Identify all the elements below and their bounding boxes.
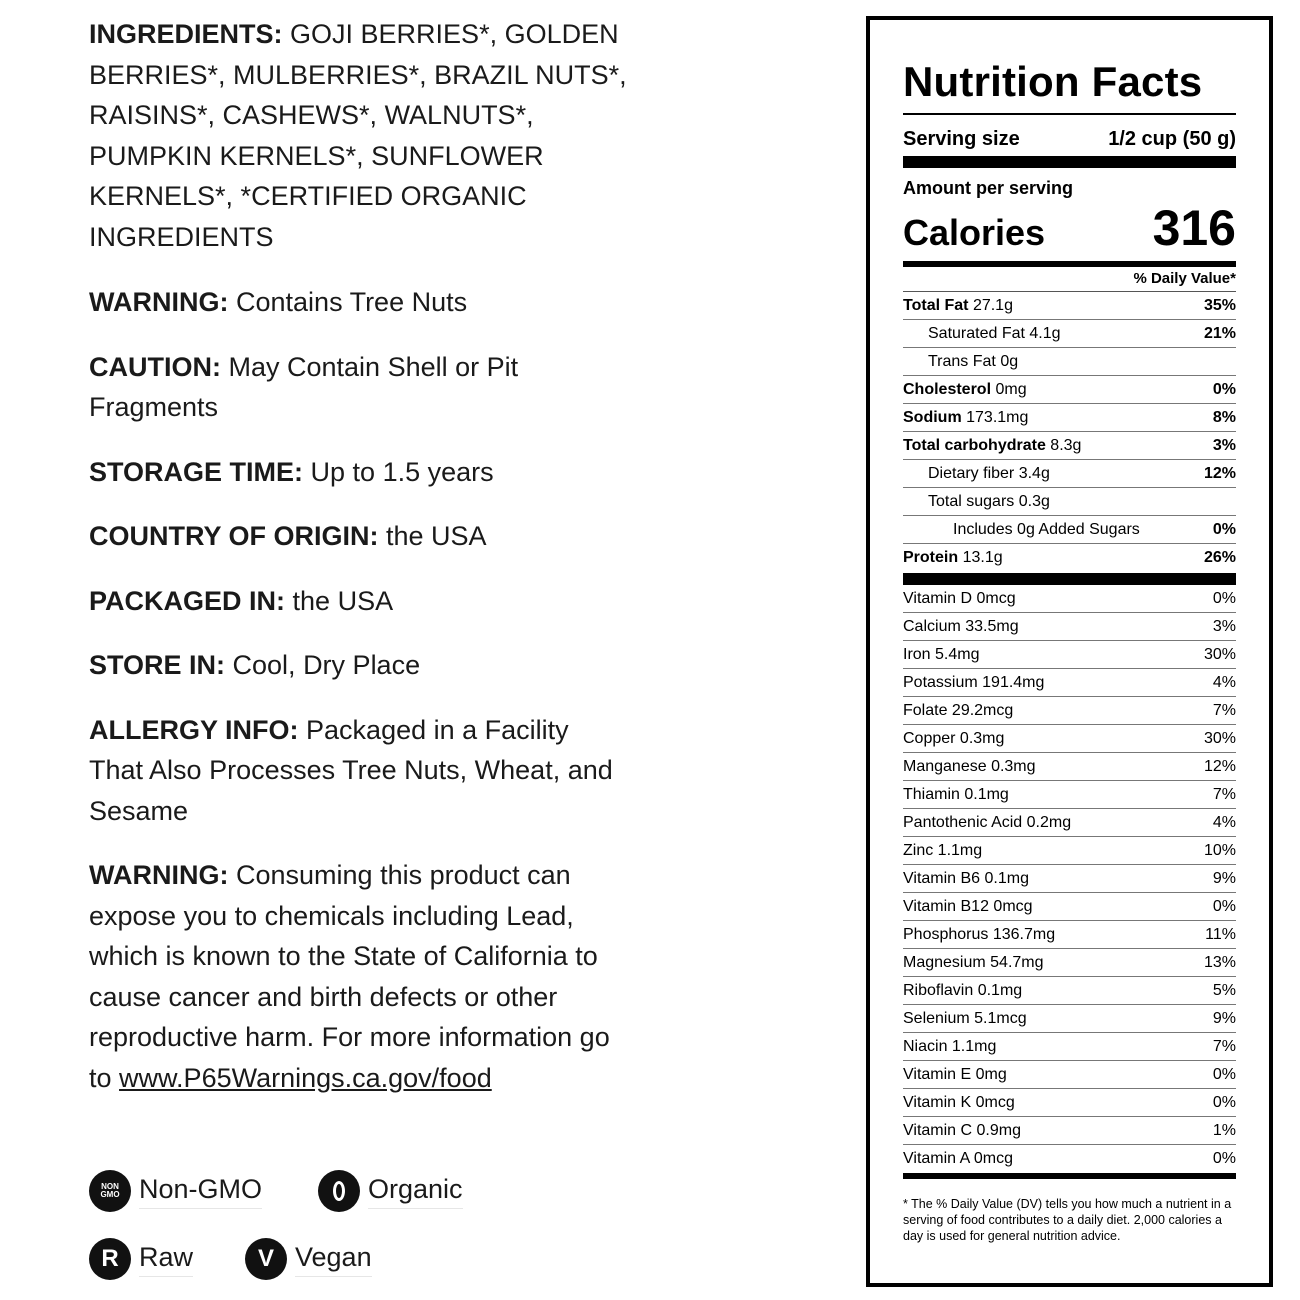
nutrient-amount: 4.1g <box>1029 325 1061 342</box>
vitamin-name: Iron 5.4mg <box>903 646 980 663</box>
organic-icon <box>318 1170 360 1212</box>
vitamin-name: Magnesium 54.7mg <box>903 954 1044 971</box>
organic-label: Organic <box>368 1174 463 1209</box>
vitamin-name: Vitamin B12 0mcg <box>903 898 1033 915</box>
divider <box>903 113 1236 115</box>
vitamin-daily-value: 7% <box>1212 702 1236 719</box>
nutrient-name <box>903 544 1003 572</box>
serving-size-row <box>903 126 1236 152</box>
vitamin-name: Niacin 1.1mg <box>903 1038 997 1055</box>
nutrition-facts-label <box>866 16 1273 1287</box>
vitamin-list <box>903 585 1236 1173</box>
vitamin-row <box>903 809 1236 837</box>
storage-time-label: STORAGE TIME: <box>89 456 304 487</box>
vitamin-daily-value: 0% <box>1212 1066 1236 1083</box>
vitamin-row <box>903 1117 1236 1145</box>
medium-divider <box>903 1173 1236 1179</box>
nutrient-daily-value: 3% <box>1212 437 1236 454</box>
nutrition-facts-title: Nutrition Facts <box>903 58 1203 105</box>
product-info <box>89 14 629 1122</box>
nutrient-daily-value: 8% <box>1212 409 1236 426</box>
calories-label: Calories <box>903 212 1046 253</box>
nutrient-name <box>928 460 1050 487</box>
vitamin-row <box>903 725 1236 753</box>
p65-warnings-link[interactable]: www.P65Warnings.ca.gov/food <box>119 1062 492 1093</box>
nutrient-amount: 0mg <box>995 381 1027 398</box>
prop65-text: Consuming this product can expose you to chemicals including Lead, which is known to the State of California to cause cancer and birth defects or other reproductive harm. For more information go to <box>89 860 610 1093</box>
caution-text: May Contain Shell or Pit Fragments <box>89 351 519 422</box>
nutrient-daily-value: 35% <box>1203 297 1236 314</box>
vitamin-name: Phosphorus 136.7mg <box>903 926 1056 943</box>
thick-divider <box>903 573 1236 585</box>
vitamin-row <box>903 1089 1236 1117</box>
nutrient-label: Saturated Fat <box>928 325 1025 342</box>
vitamin-row <box>903 865 1236 893</box>
vitamin-name: Pantothenic Acid 0.2mg <box>903 814 1072 831</box>
nutrient-daily-value: 12% <box>1203 465 1236 482</box>
ingredients <box>89 14 629 257</box>
raw-label: Raw <box>139 1242 193 1277</box>
non-gmo-icon <box>89 1170 131 1212</box>
nutrient-row <box>903 348 1236 376</box>
daily-value-header: % Daily Value* <box>903 267 1236 292</box>
vitamin-name: Manganese 0.3mg <box>903 758 1036 775</box>
vitamin-daily-value: 0% <box>1212 590 1236 607</box>
nutrient-row <box>903 376 1236 404</box>
vitamin-name: Riboflavin 0.1mg <box>903 982 1023 999</box>
serving-size-label: Serving size <box>903 128 1020 150</box>
caution-label: CAUTION: <box>89 351 221 382</box>
non-gmo-label: Non-GMO <box>139 1174 262 1209</box>
vitamin-daily-value: 1% <box>1212 1122 1236 1139</box>
vitamin-daily-value: 10% <box>1203 842 1236 859</box>
vitamin-daily-value: 0% <box>1212 1150 1236 1167</box>
vitamin-row <box>903 1061 1236 1089</box>
nutrient-row <box>903 432 1236 460</box>
vitamin-daily-value: 11% <box>1205 926 1236 943</box>
prop65-label: WARNING: <box>89 860 229 890</box>
vitamin-name: Vitamin A 0mcg <box>903 1150 1013 1167</box>
nutrient-name <box>903 404 1028 431</box>
vitamin-name: Vitamin B6 0.1mg <box>903 870 1029 887</box>
badge-raw <box>89 1236 193 1282</box>
origin-label: COUNTRY OF ORIGIN: <box>89 521 379 551</box>
vitamin-name: Calcium 33.5mg <box>903 618 1019 635</box>
nutrient-daily-value: 26% <box>1203 549 1236 566</box>
vitamin-daily-value: 7% <box>1212 786 1236 803</box>
thick-divider <box>903 156 1236 168</box>
vitamin-name: Folate 29.2mcg <box>903 702 1014 719</box>
vitamin-row <box>903 977 1236 1005</box>
warning-text: Contains Tree Nuts <box>236 287 468 317</box>
vitamin-daily-value: 0% <box>1212 1094 1236 1111</box>
packaged-in <box>89 581 629 622</box>
vitamin-daily-value: 3% <box>1212 618 1236 635</box>
store-text: Cool, Dry Place <box>232 650 421 680</box>
nutrient-amount: 0.3g <box>1018 493 1050 510</box>
storage-time <box>89 452 629 493</box>
nutrient-list <box>903 292 1236 572</box>
store-in <box>89 645 629 686</box>
nutrient-label: Trans Fat <box>928 353 996 370</box>
vitamin-daily-value: 13% <box>1203 954 1236 971</box>
vitamin-row <box>903 921 1236 949</box>
nutrient-name <box>928 320 1061 347</box>
vitamin-name: Zinc 1.1mg <box>903 842 983 859</box>
vitamin-name: Copper 0.3mg <box>903 730 1005 747</box>
vitamin-row <box>903 837 1236 865</box>
allergy-text: Packaged in a Facility That Also Processes Tree Nuts, Wheat, and Sesame <box>89 714 613 826</box>
nutrient-amount: 13.1g <box>962 549 1003 566</box>
allergy-label: ALLERGY INFO: <box>89 714 299 745</box>
vitamin-row <box>903 893 1236 921</box>
vitamin-name: Vitamin D 0mcg <box>903 590 1016 607</box>
vitamin-name: Potassium 191.4mg <box>903 674 1045 691</box>
vitamin-daily-value: 9% <box>1212 870 1236 887</box>
amount-per-serving: Amount per serving <box>903 178 1074 198</box>
nutrient-row <box>903 544 1236 572</box>
badge-non-gmo <box>89 1168 262 1214</box>
nutrient-amount: 173.1mg <box>966 409 1029 426</box>
raw-icon: R <box>89 1238 131 1280</box>
nutrient-name <box>903 292 1013 319</box>
nutrient-row <box>903 320 1236 348</box>
nutrient-name <box>928 348 1018 375</box>
nutrient-name <box>903 432 1081 459</box>
vitamin-row <box>903 613 1236 641</box>
vitamin-row <box>903 669 1236 697</box>
vitamin-name: Vitamin E 0mg <box>903 1066 1007 1083</box>
packaged-label: PACKAGED IN: <box>89 585 286 616</box>
nutrient-label: Sodium <box>903 409 962 426</box>
vitamin-name: Selenium 5.1mcg <box>903 1010 1027 1027</box>
nutrient-row <box>903 488 1236 516</box>
calories-row <box>903 199 1236 257</box>
nutrient-amount: 0g <box>1000 353 1019 370</box>
daily-value-footnote: * The % Daily Value (DV) tells you how much a nutrient in a serving of food contributes to a daily diet. 2,000 calories a day is used for general nutrition advice. <box>903 1197 1232 1243</box>
vitamin-daily-value: 4% <box>1212 814 1236 831</box>
nutrient-label: Total carbohydrate <box>903 437 1046 454</box>
nutrient-daily-value: 21% <box>1203 325 1236 342</box>
vitamin-daily-value: 30% <box>1203 646 1236 663</box>
vitamin-daily-value: 30% <box>1203 730 1236 747</box>
packaged-text: the USA <box>292 585 394 616</box>
nutrient-name <box>903 376 1027 403</box>
nutrient-row <box>903 404 1236 432</box>
vitamin-row <box>903 697 1236 725</box>
vitamin-row <box>903 641 1236 669</box>
vegan-label: Vegan <box>295 1242 372 1277</box>
nutrient-label: Cholesterol <box>903 381 992 398</box>
vitamin-row <box>903 1033 1236 1061</box>
nutrient-row <box>903 292 1236 320</box>
serving-size-value: 1/2 cup (50 g) <box>1108 128 1236 150</box>
vitamin-daily-value: 12% <box>1203 758 1236 775</box>
vitamin-daily-value: 5% <box>1212 982 1236 999</box>
vitamin-name: Vitamin K 0mcg <box>903 1094 1015 1111</box>
nutrient-amount: 8.3g <box>1050 437 1082 454</box>
nutrient-row <box>903 460 1236 488</box>
ingredients-text: GOJI BERRIES*, GOLDEN BERRIES*, MULBERRIES*, BRAZIL NUTS*, RAISINS*, CASHEWS*, WALNUTS*, PUMPKIN KERNELS*, SUNFLOWER KERNELS*, *CERTIFIED ORGANIC INGREDIENTS <box>89 19 627 252</box>
vitamin-row <box>903 781 1236 809</box>
organic-icon-ring <box>333 1181 345 1201</box>
nutrient-row <box>903 516 1236 544</box>
vitamin-daily-value: 0% <box>1212 898 1236 915</box>
vitamin-name: Vitamin C 0.9mg <box>903 1122 1021 1139</box>
vitamin-row <box>903 1005 1236 1033</box>
nutrient-label: Protein <box>903 549 959 566</box>
prop65-warning <box>89 855 629 1098</box>
non-gmo-icon-bottom: GMO <box>100 1190 120 1199</box>
nutrient-daily-value: 0% <box>1212 381 1236 398</box>
vitamin-daily-value: 9% <box>1212 1010 1236 1027</box>
vitamin-row <box>903 1145 1236 1173</box>
vitamin-row <box>903 949 1236 977</box>
non-gmo-icon-top: NON <box>101 1182 119 1191</box>
vegan-icon: V <box>245 1238 287 1280</box>
caution <box>89 347 629 428</box>
nutrient-label: Dietary fiber <box>928 465 1015 482</box>
nutrient-amount: 27.1g <box>972 297 1013 314</box>
nutrient-name <box>953 516 1140 543</box>
tree-nut-warning <box>89 282 629 323</box>
vitamin-daily-value: 7% <box>1212 1038 1236 1055</box>
vitamin-daily-value: 4% <box>1212 674 1236 691</box>
ingredients-label: INGREDIENTS: <box>89 19 283 49</box>
badge-vegan <box>245 1236 372 1282</box>
vitamin-row <box>903 753 1236 781</box>
vitamin-name: Thiamin 0.1mg <box>903 786 1009 803</box>
storage-time-text: Up to 1.5 years <box>310 456 494 487</box>
nutrient-amount: 3.4g <box>1018 465 1050 482</box>
store-label: STORE IN: <box>89 650 226 680</box>
nutrient-daily-value: 0% <box>1212 521 1236 538</box>
badge-organic <box>318 1168 463 1214</box>
country-of-origin <box>89 516 629 557</box>
vitamin-row <box>903 585 1236 613</box>
allergy-info <box>89 710 629 832</box>
nutrient-label: Total sugars <box>928 493 1015 510</box>
warning-label: WARNING: <box>89 287 229 317</box>
nutrient-label: Total Fat <box>903 297 969 314</box>
nutrient-label: Includes 0g Added Sugars <box>953 521 1140 538</box>
origin-text: the USA <box>386 521 487 551</box>
calories-value: 316 <box>1152 200 1236 256</box>
nutrient-name <box>928 488 1050 515</box>
